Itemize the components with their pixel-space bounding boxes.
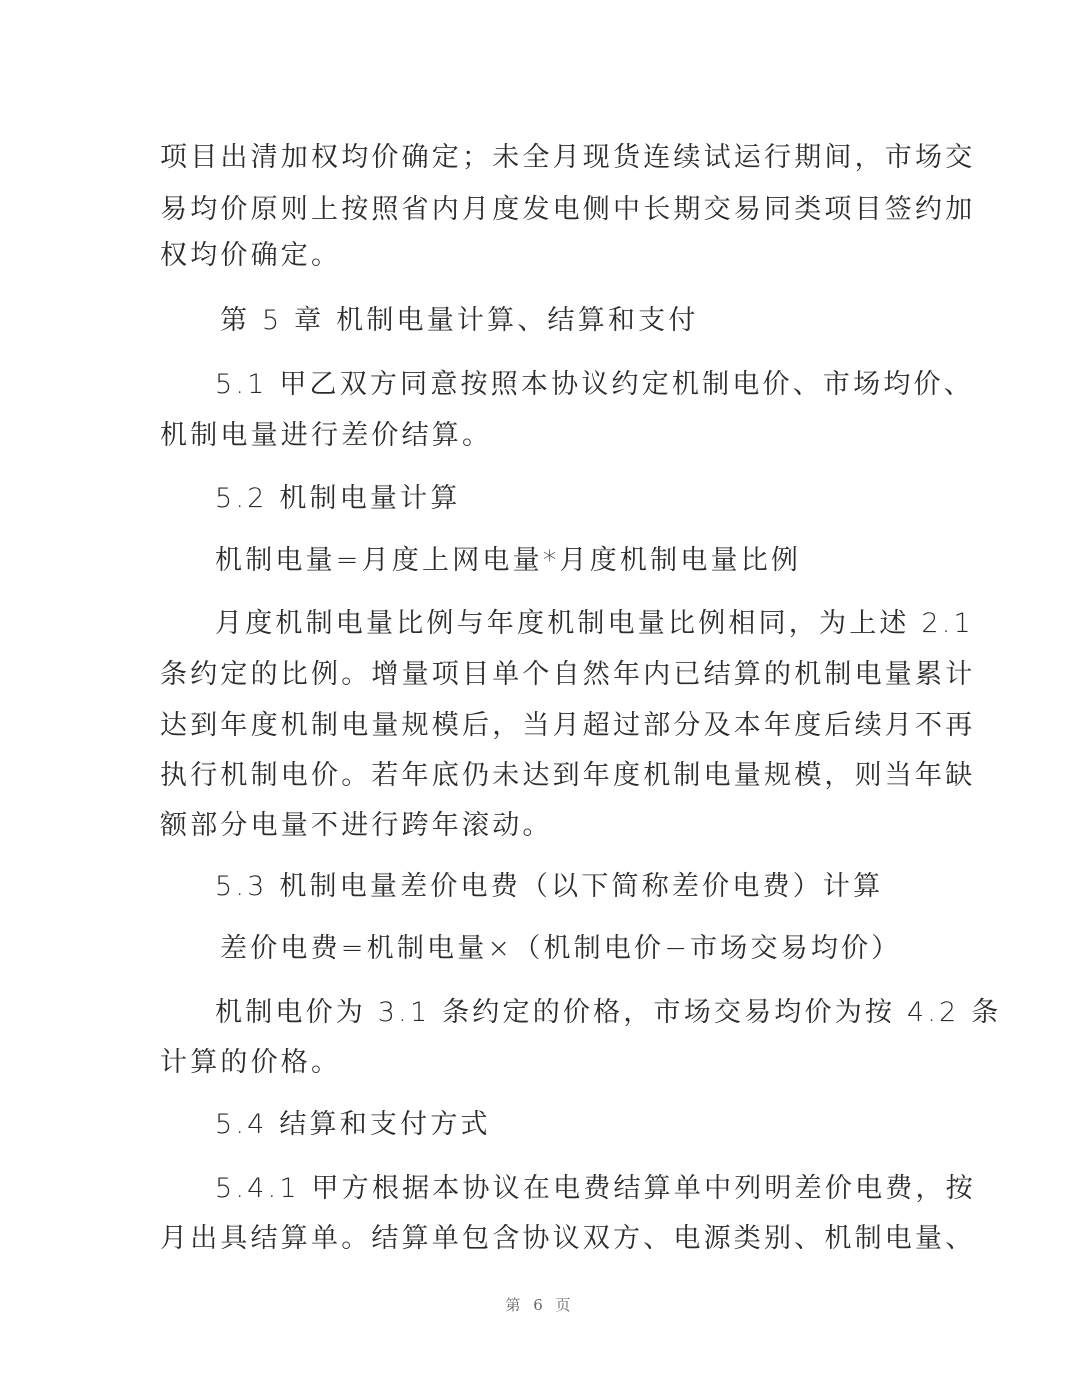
section-5-3-formula: 差价电费=机制电量×（机制电价−市场交易均价） <box>220 933 902 964</box>
section-5-3-paragraph-line: 计算的价格。 <box>160 1047 342 1078</box>
chapter-heading: 第 5 章 机制电量计算、结算和支付 <box>220 305 699 336</box>
section-5-4-1-line: 5.4.1 甲方根据本协议在电费结算单中列明差价电费，按 <box>215 1173 976 1204</box>
section-5-4-heading: 5.4 结算和支付方式 <box>215 1109 491 1140</box>
section-5-3-heading: 5.3 机制电量差价电费（以下简称差价电费）计算 <box>215 871 884 902</box>
section-5-2-formula: 机制电量=月度上网电量*月度机制电量比例 <box>215 545 802 576</box>
section-5-2-paragraph-line: 达到年度机制电量规模后，当月超过部分及本年度后续月不再 <box>160 710 976 741</box>
section-5-4-1-line: 月出具结算单。结算单包含协议双方、电源类别、机制电量、 <box>160 1223 976 1254</box>
section-5-2-paragraph-line: 执行机制电价。若年底仍未达到年度机制电量规模，则当年缺 <box>160 760 976 791</box>
section-5-2-paragraph-line: 条约定的比例。增量项目单个自然年内已结算的机制电量累计 <box>160 659 976 690</box>
paragraph-line: 易均价原则上按照省内月度发电侧中长期交易同类项目签约加 <box>160 194 976 225</box>
section-5-3-paragraph-line: 机制电价为 3.1 条约定的价格，市场交易均价为按 4.2 条 <box>215 997 1002 1028</box>
section-5-1-line: 5.1 甲乙双方同意按照本协议约定机制电价、市场均价、 <box>215 369 974 400</box>
page-number: 第 6 页 <box>505 1296 575 1314</box>
paragraph-line: 项目出清加权均价确定；未全月现货连续试运行期间，市场交 <box>160 142 976 173</box>
section-5-2-paragraph-line: 额部分电量不进行跨年滚动。 <box>160 810 553 841</box>
section-5-1-line: 机制电量进行差价结算。 <box>160 420 493 451</box>
paragraph-line: 权均价确定。 <box>160 240 342 271</box>
section-5-2-paragraph-line: 月度机制电量比例与年度机制电量比例相同，为上述 2.1 <box>215 608 974 639</box>
section-5-2-heading: 5.2 机制电量计算 <box>215 483 461 514</box>
